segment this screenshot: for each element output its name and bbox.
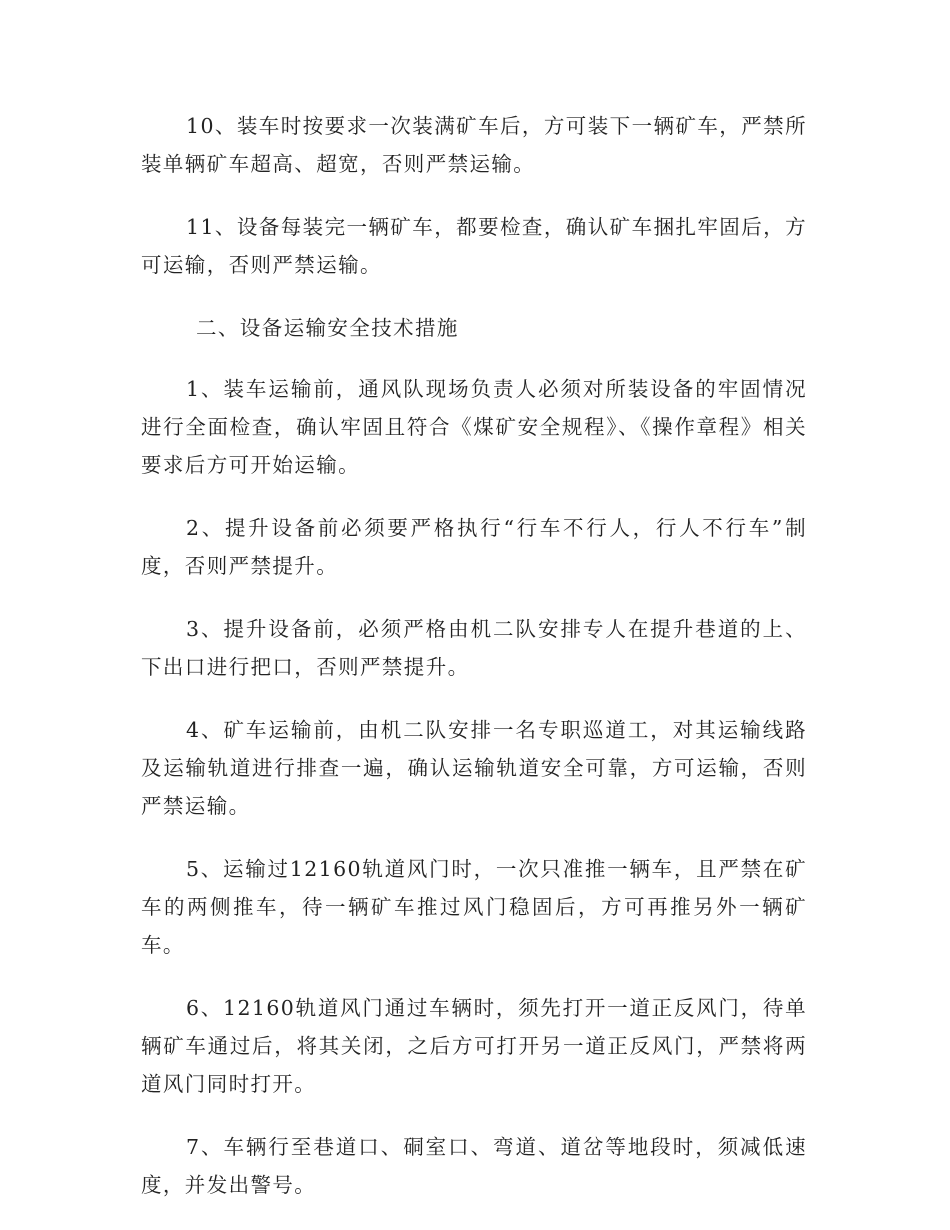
section-paragraph-7: 7、车辆行至巷道口、硐室口、弯道、道岔等地段时，须减低速度，并发出警号。: [141, 1135, 807, 1197]
section-paragraph-4: 4、矿车运输前，由机二队安排一名专职巡道工，对其运输线路及运输轨道进行排查一遍，确认运输轨道安全可靠，方可运输，否则严禁运输。: [141, 718, 807, 818]
section-heading: 二、设备运输安全技术措施: [196, 316, 459, 340]
section-paragraph-5: 5、运输过12160轨道风门时，一次只准推一辆车，且严禁在矿车的两侧推车，待一辆矿车推过风门稳固后，方可再推另外一辆矿车。: [141, 857, 807, 957]
section-paragraph-1: 1、装车运输前，通风队现场负责人必须对所装设备的牢固情况进行全面检查，确认牢固且符合《煤矿安全规程》、《操作章程》相关要求后方可开始运输。: [141, 377, 807, 477]
paragraph-11: 11、设备每装完一辆矿车，都要检查，确认矿车捆扎牢固后，方可运输，否则严禁运输。: [141, 215, 807, 277]
document-body: [141, 107, 807, 1229]
section-paragraph-6: 6、12160轨道风门通过车辆时，须先打开一道正反风门，待单辆矿车通过后，将其关闭，之后方可打开另一道正反风门，严禁将两道风门同时打开。: [141, 996, 807, 1096]
section-paragraph-3: 3、提升设备前，必须严格由机二队安排专人在提升巷道的上、下出口进行把口，否则严禁提升。: [141, 617, 807, 679]
paragraph-10: 10、装车时按要求一次装满矿车后，方可装下一辆矿车，严禁所装单辆矿车超高、超宽，否则严禁运输。: [141, 114, 807, 176]
section-paragraph-2: 2、提升设备前必须要严格执行“行车不行人，行人不行车”制度，否则严禁提升。: [141, 516, 807, 578]
